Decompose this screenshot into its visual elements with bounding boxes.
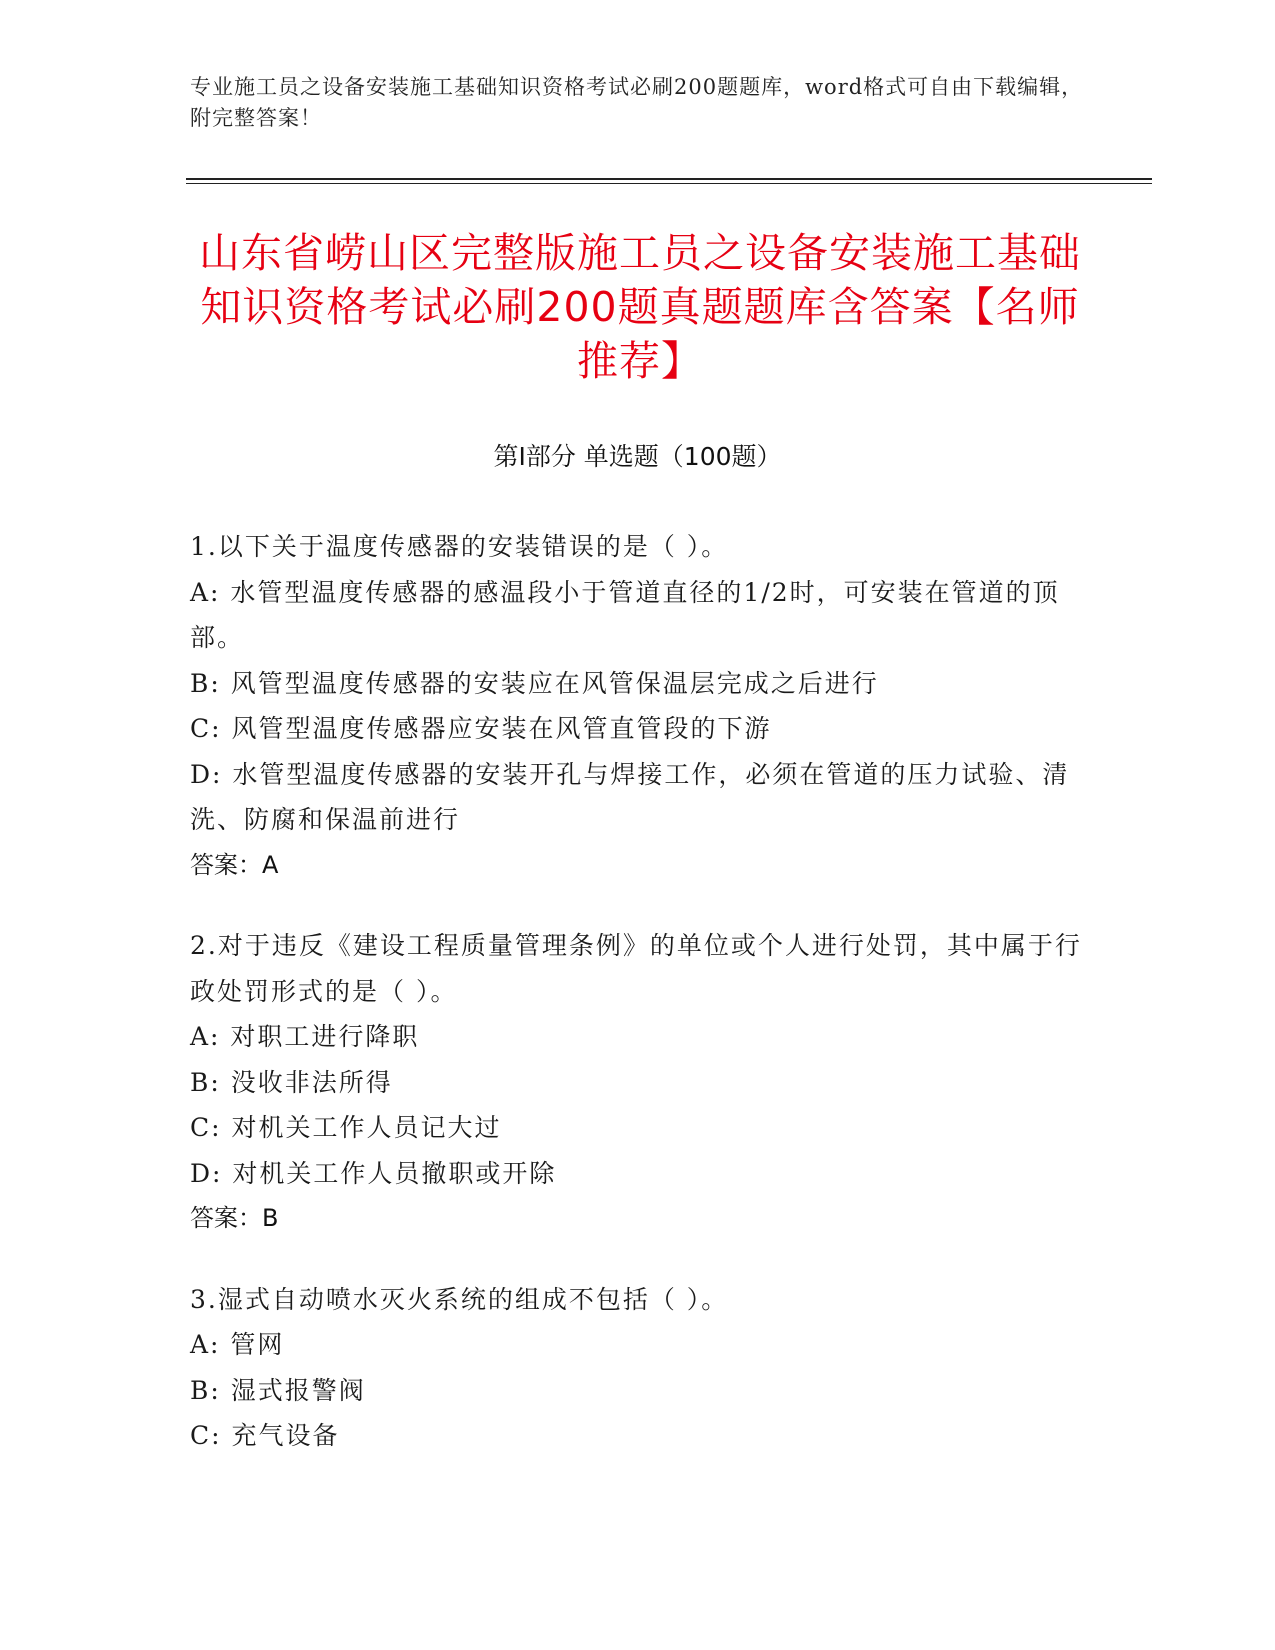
- option-c: C: 风管型温度传感器应安装在风管直管段的下游: [190, 714, 772, 743]
- header-note: 专业施工员之设备安装施工基础知识资格考试必刷200题题库，word格式可自由下载编辑，附完整答案！: [190, 75, 1084, 130]
- question-list: [190, 524, 1090, 1494]
- answer: 答案：A: [190, 850, 279, 879]
- option-c: C: 对机关工作人员记大过: [190, 1113, 502, 1142]
- option-d: D: 水管型温度传感器的安装开孔与焊接工作，必须在管道的压力试验、清洗、防腐和保温前进行: [190, 759, 1070, 834]
- option-d: D: 对机关工作人员撤职或开除: [190, 1158, 557, 1188]
- question-stem: 1.以下关于温度传感器的安装错误的是（ ）。: [190, 532, 729, 561]
- option-a: A: 水管型温度传感器的感温段小于管道直径的1/2时，可安装在管道的顶部。: [190, 577, 1060, 652]
- header-divider-thin: [186, 183, 1152, 184]
- document-title: 山东省崂山区完整版施工员之设备安装施工基础知识资格考试必刷200题真题题库含答案【名师推荐】: [199, 229, 1081, 385]
- header-divider-thick: [186, 178, 1152, 180]
- section-title: 第Ⅰ部分 单选题（100题）: [493, 442, 782, 471]
- question-stem: 2.对于违反《建设工程质量管理条例》的单位或个人进行处罚，其中属于行政处罚形式的是（ ）。: [190, 931, 1082, 1006]
- option-b: B: 湿式报警阀: [190, 1375, 366, 1405]
- option-b: B: 没收非法所得: [190, 1067, 393, 1097]
- option-b: B: 风管型温度传感器的安装应在风管保温层完成之后进行: [190, 668, 879, 698]
- option-a: A: 管网: [190, 1330, 285, 1359]
- question-1: [190, 524, 1090, 888]
- question-3: [190, 1277, 1090, 1459]
- answer: 答案：B: [190, 1204, 279, 1232]
- question-stem: 3.湿式自动喷水灭火系统的组成不包括（ ）。: [190, 1284, 729, 1314]
- question-2: [190, 923, 1090, 1242]
- option-c: C: 充气设备: [190, 1421, 340, 1450]
- option-a: A: 对职工进行降职: [190, 1022, 420, 1051]
